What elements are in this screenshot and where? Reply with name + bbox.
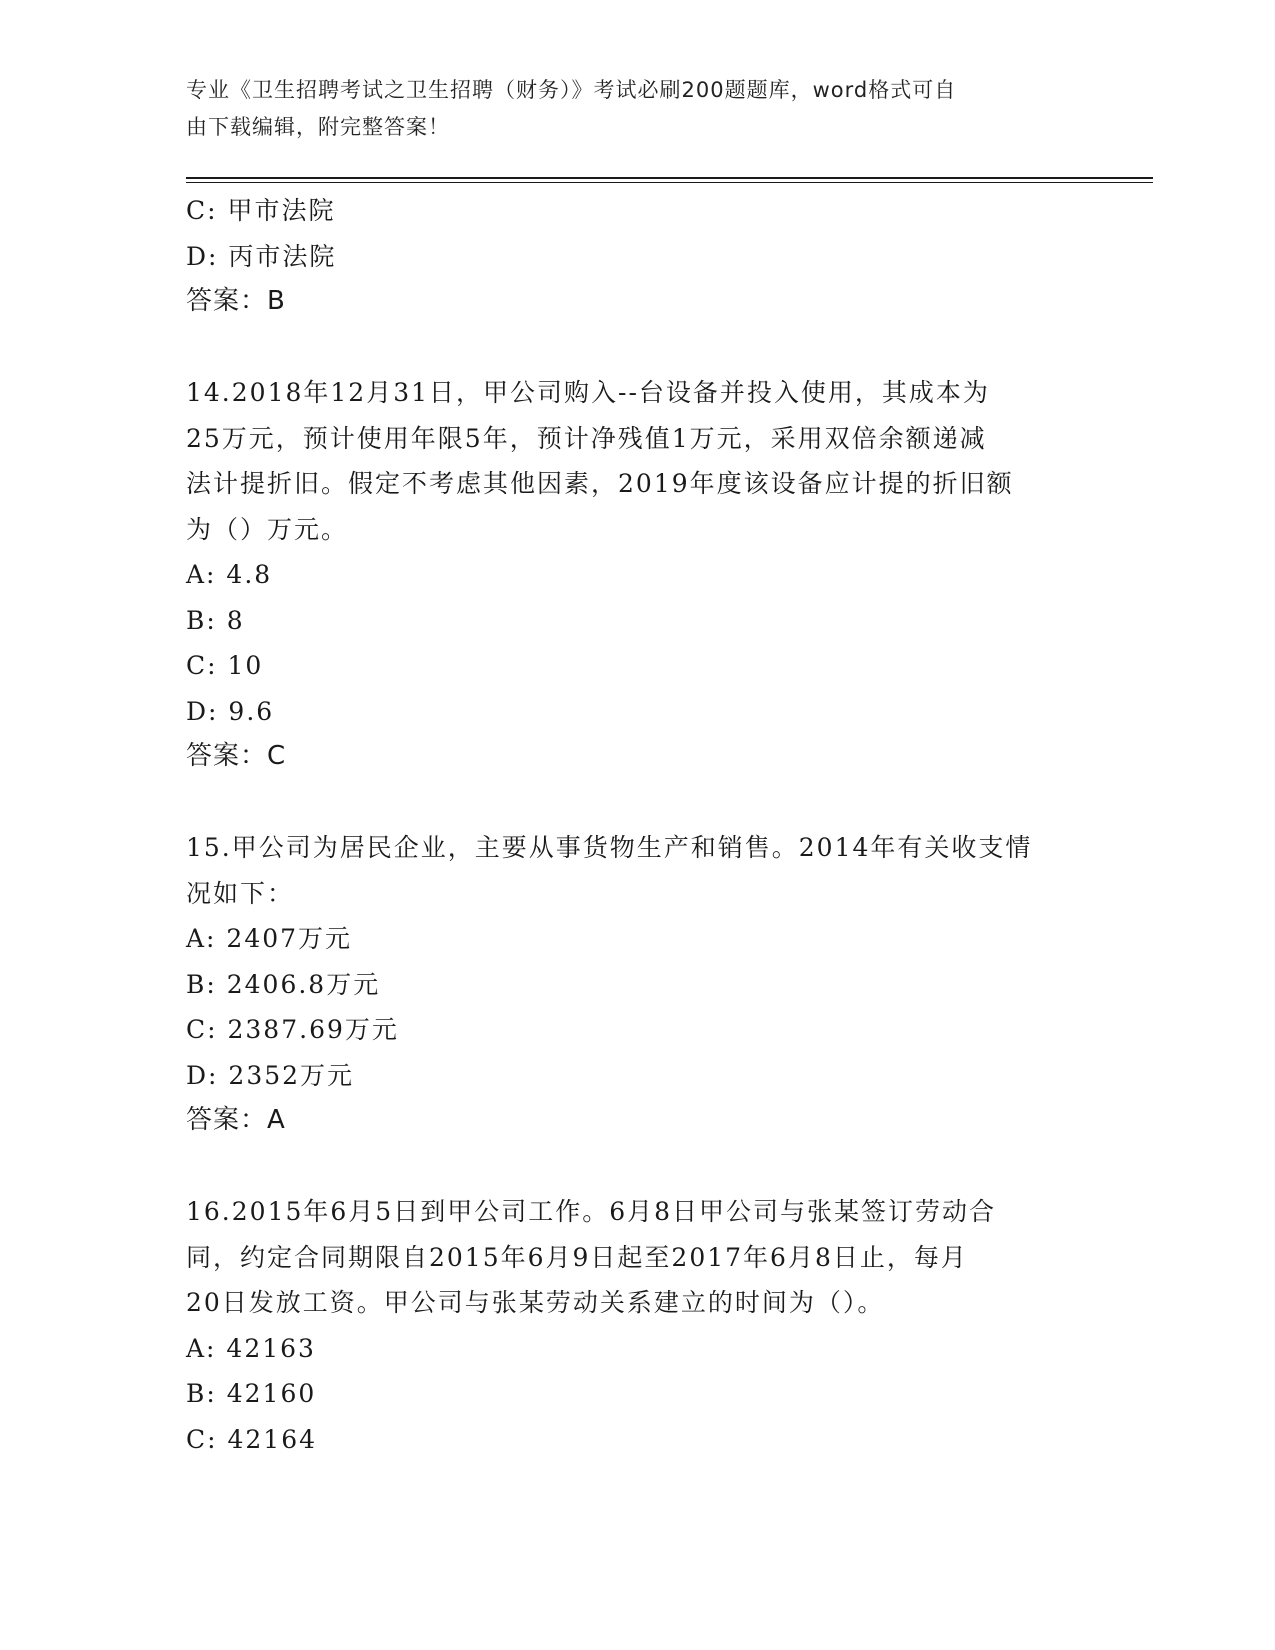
spacer: [186, 1144, 1086, 1190]
question-15-block: [186, 825, 1086, 1144]
question-16-block: [186, 1189, 1086, 1462]
option-d: D: 丙市法院: [186, 241, 337, 271]
question-content: [186, 188, 1086, 1462]
option-b: B: 42160: [186, 1379, 317, 1408]
prev-question-block: [186, 188, 1086, 325]
question-16-text-line: 16.2015年6月5日到甲公司工作。6月8日甲公司与张某签订劳动合: [186, 1197, 997, 1226]
question-15-text-line: 况如下：: [186, 878, 295, 908]
question-14-block: [186, 370, 1086, 780]
option-d: D: 9.6: [186, 696, 275, 726]
answer-line: 答案：B: [186, 286, 286, 316]
question-16-text-line: 20日发放工资。甲公司与张某劳动关系建立的时间为（）。: [186, 1288, 885, 1317]
option-c: C: 2387.69万元: [186, 1015, 399, 1044]
header-rule-thick: [186, 177, 1153, 179]
answer-line: 答案：C: [186, 741, 287, 771]
question-14-text-line: 为（）万元。: [186, 514, 349, 544]
question-15-text-line: 15.甲公司为居民企业，主要从事货物生产和销售。2014年有关收支情: [186, 833, 1033, 862]
option-d: D: 2352万元: [186, 1060, 355, 1090]
question-14-text-line: 法计提折旧。假定不考虑其他因素，2019年度该设备应计提的折旧额: [186, 469, 1014, 498]
header-rule-thin: [186, 182, 1153, 183]
document-header: [186, 72, 1066, 146]
header-line-2: 由下载编辑，附完整答案！: [186, 115, 450, 139]
question-14-text-line: 14.2018年12月31日，甲公司购入--台设备并投入使用，其成本为: [186, 378, 990, 407]
spacer: [186, 325, 1086, 371]
option-a: A: 2407万元: [186, 924, 353, 953]
option-b: B: 8: [186, 605, 245, 635]
option-c: C: 42164: [186, 1424, 318, 1454]
spacer: [186, 780, 1086, 826]
option-a: A: 4.8: [186, 560, 273, 589]
question-16-text-line: 同，约定合同期限自2015年6月9日起至2017年6月8日止，每月: [186, 1242, 968, 1272]
answer-line: 答案：A: [186, 1105, 286, 1135]
option-c: C: 甲市法院: [186, 196, 336, 225]
option-b: B: 2406.8万元: [186, 969, 381, 999]
option-c: C: 10: [186, 651, 264, 680]
option-a: A: 42163: [186, 1333, 316, 1363]
header-line-1: 专业《卫生招聘考试之卫生招聘（财务）》考试必刷200题题库，word格式可自: [186, 78, 957, 102]
question-14-text-line: 25万元，预计使用年限5年，预计净残值1万元，采用双倍余额递减: [186, 423, 987, 453]
